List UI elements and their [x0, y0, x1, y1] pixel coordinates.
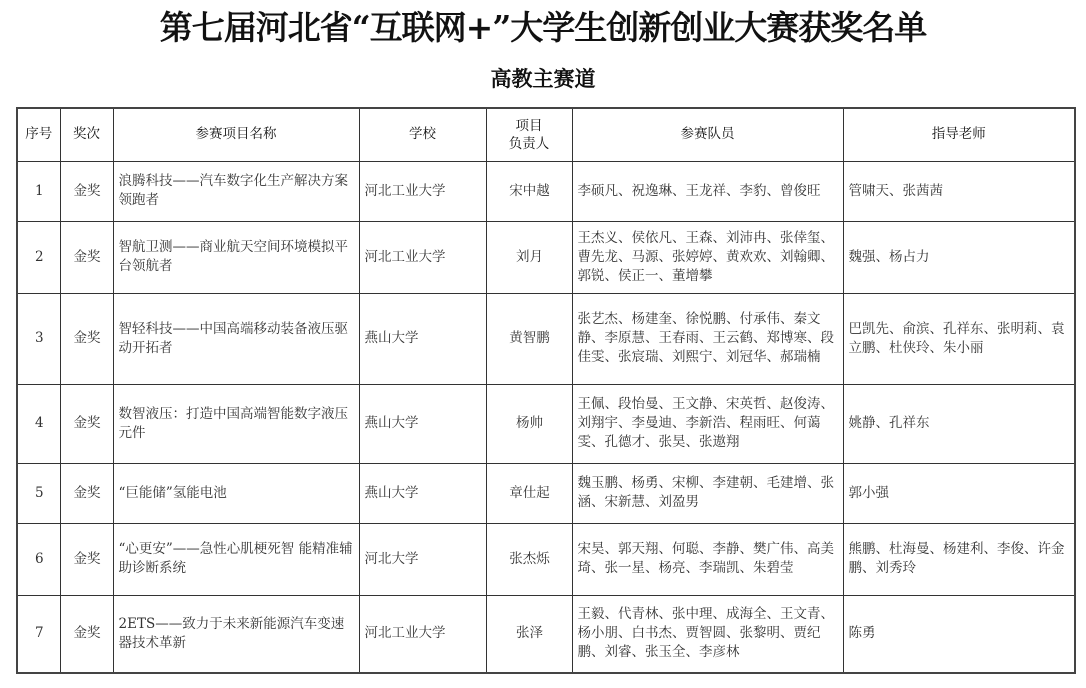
cell-award: 金奖 [60, 384, 113, 463]
cell-project: 智轻科技——中国高端移动装备液压驱动开拓者 [113, 293, 359, 384]
cell-project: 浪腾科技——汽车数字化生产解决方案领跑者 [113, 161, 359, 221]
cell-index: 1 [17, 161, 60, 221]
cell-project: 数智液压：打造中国高端智能数字液压元件 [113, 384, 359, 463]
cell-school: 燕山大学 [359, 293, 486, 384]
header-members: 参赛队员 [572, 108, 843, 161]
award-table [16, 107, 1076, 674]
cell-award: 金奖 [60, 463, 113, 523]
cell-members: 李硕凡、祝逸琳、王龙祥、李豹、曾俊旺 [572, 161, 843, 221]
cell-advisors: 管啸天、张茜茜 [843, 161, 1075, 221]
cell-members: 王毅、代青林、张中理、成海全、王文青、杨小朋、白书杰、贾智圆、张黎明、贾纪鹏、刘睿、张玉全、李彦林 [572, 595, 843, 673]
cell-award: 金奖 [60, 161, 113, 221]
cell-school: 河北大学 [359, 523, 486, 595]
header-project: 参赛项目名称 [113, 108, 359, 161]
header-advisors: 指导老师 [843, 108, 1075, 161]
document-subtitle: 高教主赛道 [490, 67, 596, 91]
header-leader-line1: 项目 [515, 117, 543, 134]
cell-leader: 刘月 [486, 221, 572, 293]
cell-index: 7 [17, 595, 60, 673]
cell-award: 金奖 [60, 221, 113, 293]
cell-index: 2 [17, 221, 60, 293]
cell-members: 张艺杰、杨建奎、徐悦鹏、付承伟、秦文静、李原慧、王春雨、王云鹤、郑博寒、段佳雯、张宸瑞、刘熙宁、刘冠华、郝瑞楠 [572, 293, 843, 384]
cell-award: 金奖 [60, 293, 113, 384]
cell-school: 河北工业大学 [359, 161, 486, 221]
cell-index: 4 [17, 384, 60, 463]
cell-members: 宋昊、郭天翔、何聪、李静、樊广伟、高美琦、张一星、杨亮、李瑞凯、朱碧莹 [572, 523, 843, 595]
cell-index: 3 [17, 293, 60, 384]
cell-school: 河北工业大学 [359, 221, 486, 293]
cell-project: “心更安”——急性心肌梗死智 能精准辅助诊断系统 [113, 523, 359, 595]
header-school: 学校 [359, 108, 486, 161]
cell-project: 2ETS——致力于未来新能源汽车变速器技术革新 [113, 595, 359, 673]
cell-project: 智航卫测——商业航天空间环境模拟平台领航者 [113, 221, 359, 293]
cell-advisors: 姚静、孔祥东 [843, 384, 1075, 463]
cell-advisors: 郭小强 [843, 463, 1075, 523]
table-row [17, 463, 1075, 523]
cell-leader: 宋中越 [486, 161, 572, 221]
cell-project: “巨能储”氢能电池 [113, 463, 359, 523]
cell-leader: 杨帅 [486, 384, 572, 463]
cell-advisors: 陈勇 [843, 595, 1075, 673]
cell-award: 金奖 [60, 595, 113, 673]
table-row [17, 595, 1075, 673]
table-row [17, 523, 1075, 595]
cell-index: 5 [17, 463, 60, 523]
table-body [17, 161, 1075, 673]
table-header [17, 108, 1075, 161]
cell-leader: 张泽 [486, 595, 572, 673]
table-row [17, 293, 1075, 384]
cell-members: 王杰义、侯依凡、王森、刘沛冉、张倖玺、曹先龙、马源、张婷婷、黄欢欢、刘翰卿、郭锐、侯正一、董增攀 [572, 221, 843, 293]
header-award: 奖次 [60, 108, 113, 161]
cell-school: 河北工业大学 [359, 595, 486, 673]
cell-advisors: 巴凯先、俞滨、孔祥东、张明莉、袁立鹏、杜侠玲、朱小丽 [843, 293, 1075, 384]
cell-advisors: 熊鹏、杜海曼、杨建利、李俊、许金鹏、刘秀玲 [843, 523, 1075, 595]
cell-leader: 张杰烁 [486, 523, 572, 595]
cell-advisors: 魏强、杨占力 [843, 221, 1075, 293]
cell-school: 燕山大学 [359, 384, 486, 463]
cell-leader: 黄智鹏 [486, 293, 572, 384]
table-row [17, 161, 1075, 221]
table-row [17, 221, 1075, 293]
header-leader [486, 108, 572, 161]
cell-leader: 章仕起 [486, 463, 572, 523]
header-index: 序号 [17, 108, 60, 161]
document-title: 第七届河北省“互联网+”大学生创新创业大赛获奖名单 [159, 8, 927, 47]
cell-members: 魏玉鹏、杨勇、宋柳、李建朝、毛建增、张涵、宋新慧、刘盈男 [572, 463, 843, 523]
header-leader-line2: 负责人 [508, 135, 550, 152]
cell-members: 王佩、段怡曼、王文静、宋英哲、赵俊涛、刘翔宇、李曼迪、李新浩、程雨旺、何蔼雯、孔德才、张昊、张遨翔 [572, 384, 843, 463]
cell-award: 金奖 [60, 523, 113, 595]
cell-school: 燕山大学 [359, 463, 486, 523]
table-row [17, 384, 1075, 463]
cell-index: 6 [17, 523, 60, 595]
